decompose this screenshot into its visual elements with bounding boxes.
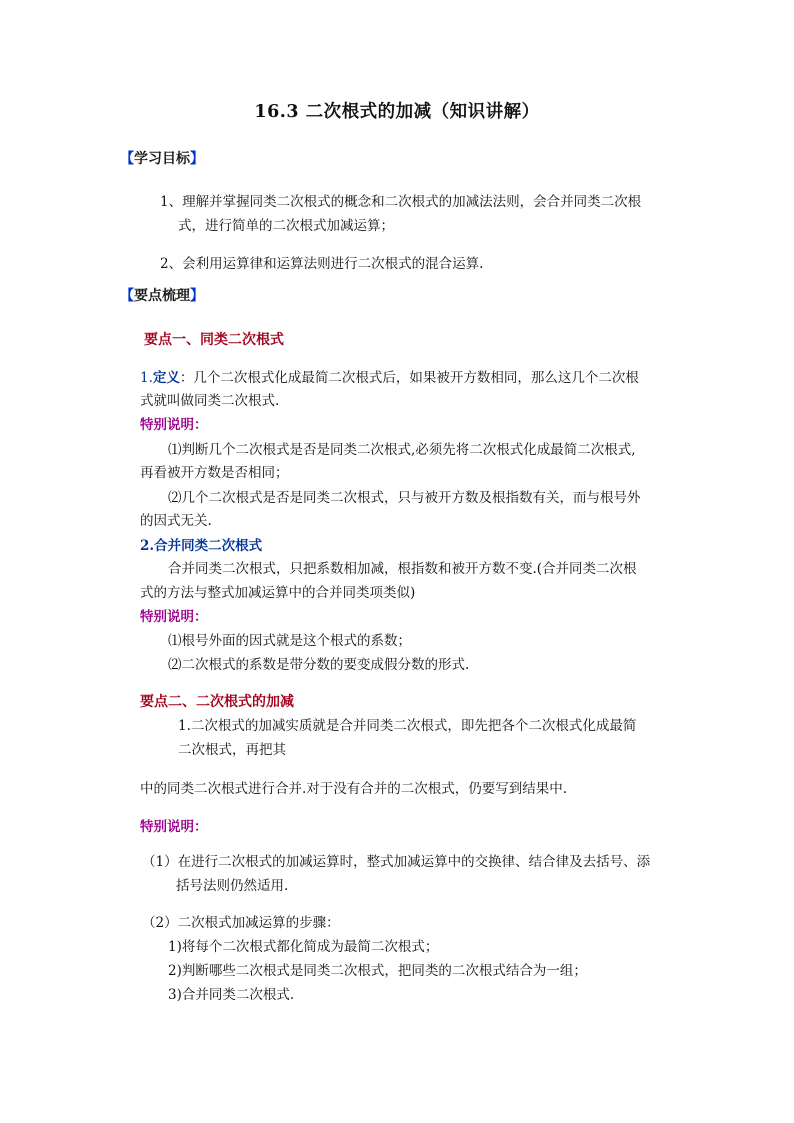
special-note-label-3: 特别说明： (140, 819, 208, 835)
merge-line2: 式的方法与整式加减运算中的合并同类项类似) (140, 585, 416, 601)
step-2: 2)判断哪些二次根式是同类二次根式，把同类的二次根式结合为一组； (168, 963, 587, 979)
keypoints-header (120, 287, 204, 305)
definition-line2: 式就叫做同类二次根式. (140, 393, 280, 409)
point2-line2: 二次根式，再把其 (178, 742, 286, 758)
objective-1-line1: 1、理解并掌握同类二次根式的概念和二次根式的加减法法则，会合并同类二次根 (160, 194, 642, 210)
note3: ⑴根号外面的因式就是这个根式的系数； (168, 633, 411, 649)
objectives-left-bracket: 【 (120, 151, 134, 167)
objectives-label: 学习目标 (134, 151, 190, 167)
point2-note1-line2: 括号法则仍然适用. (176, 878, 289, 894)
objective-1-line2: 式，进行简单的二次根式加减运算； (178, 218, 394, 234)
point1-heading: 要点一、同类二次根式 (144, 332, 284, 348)
note1-line2: 再看被开方数是否相同； (140, 465, 289, 481)
point2-line3: 中的同类二次根式进行合并.对于没有合并的二次根式，仍要写到结果中. (140, 781, 568, 797)
note4: ⑵二次根式的系数是带分数的要变成假分数的形式. (168, 657, 470, 673)
merge-term: 合并同类二次根式 (154, 538, 263, 554)
page-title: 16.3 二次根式的加减（知识讲解） (254, 102, 540, 122)
note1-line1: ⑴判断几个二次根式是否是同类二次根式,必须先将二次根式化成最简二次根式, (168, 442, 636, 458)
step-3: 3)合并同类二次根式. (168, 987, 295, 1003)
point2-note2: （2）二次根式加减运算的步骤： (142, 915, 340, 931)
objectives-header (120, 150, 204, 168)
point2-line1: 1.二次根式的加减实质就是合并同类二次根式，即先把各个二次根式化成最简 (178, 718, 637, 734)
point2-note1-line1: （1）在进行二次根式的加减运算时，整式加减运算中的交换律、结合律及去括号、添 (142, 854, 651, 870)
keypoints-left-bracket: 【 (120, 288, 134, 304)
definition-line1 (140, 369, 639, 387)
special-note-label-1: 特别说明： (140, 417, 208, 433)
objective-2: 2、会利用运算律和运算法则进行二次根式的混合运算. (160, 256, 484, 272)
merge-heading (140, 537, 262, 555)
point2-heading: 要点二、二次根式的加减 (140, 694, 294, 710)
step-1: 1)将每个二次根式都化简成为最简二次根式； (168, 939, 439, 955)
special-note-label-2: 特别说明： (140, 609, 208, 625)
definition-text: ：几个二次根式化成最简二次根式后，如果被开方数相同，那么这几个二次根 (179, 370, 639, 386)
definition-number: 1. (140, 370, 153, 386)
merge-number: 2. (140, 538, 155, 554)
objectives-right-bracket: 】 (190, 151, 204, 167)
note2-line1: ⑵几个二次根式是否是同类二次根式，只与被开方数及根指数有关，而与根号外 (168, 490, 641, 506)
definition-term: 定义 (152, 370, 180, 386)
note2-line2: 的因式无关. (140, 513, 212, 529)
keypoints-right-bracket: 】 (190, 288, 204, 304)
keypoints-label: 要点梳理 (134, 288, 190, 304)
merge-line1: 合并同类二次根式，只把系数相加减，根指数和被开方数不变.(合并同类二次根 (168, 561, 637, 577)
